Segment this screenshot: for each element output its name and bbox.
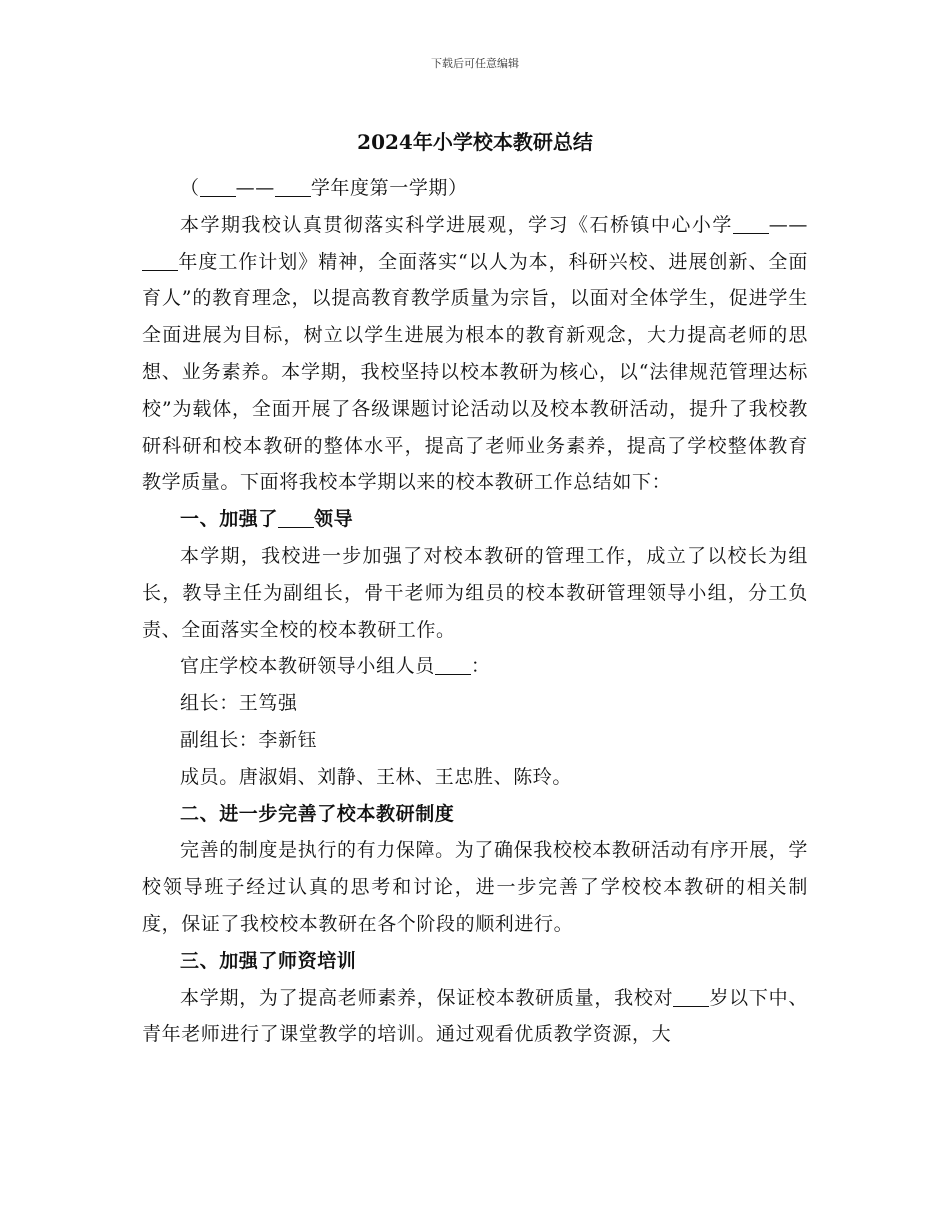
- blank-line: [733, 214, 769, 234]
- section1-body: 本学期，我校进一步加强了对校本教研的管理工作，成立了以校长为组长，教导主任为副组长，骨干老师为组员的校本教研管理领导小组，分工负责、全面落实全校的校本教研工作。: [142, 544, 808, 641]
- document-body: [142, 170, 808, 1053]
- intro-part1: 本学期我校认真贯彻落实科学进展观，学习《石桥镇中心小学: [180, 213, 733, 236]
- blank-line: [278, 508, 314, 528]
- blank-line: [275, 177, 311, 197]
- section1-vice-leader: 副组长：李新钰: [180, 728, 318, 751]
- members-label-a: 官庄学校本教研领导小组人员: [180, 655, 435, 678]
- subtitle-open: （: [180, 177, 200, 199]
- section3-body-a: 本学期，为了提高老师素养，保证校本教研质量，我校对: [180, 986, 674, 1009]
- subtitle-dash: ——: [235, 177, 275, 199]
- intro-paragraph: [142, 207, 808, 501]
- blank-line: [142, 251, 178, 271]
- section2-heading: 二、进一步完善了校本教研制度: [180, 802, 455, 825]
- intro-dash: ——: [768, 213, 808, 236]
- section1-heading: [142, 501, 808, 538]
- document-title: 2024年小学校本教研总结: [357, 130, 593, 154]
- section1-members-label: [142, 648, 808, 685]
- header-note: 下载后可任意编辑: [431, 57, 519, 70]
- members-label-b: ：: [470, 655, 491, 678]
- section1-heading-b: 领导: [314, 508, 354, 531]
- section3-heading: 三、加强了师资培训: [180, 949, 357, 972]
- subtitle-text: 学年度第一学期）: [310, 177, 468, 199]
- blank-line: [435, 655, 471, 675]
- section1-heading-a: 一、加强了: [180, 508, 279, 531]
- subtitle: [142, 170, 808, 207]
- section3-body-b: 岁以下中、青年老师进行了课堂教学的培训。通过观看优质教学资源，大: [142, 986, 808, 1046]
- section1-members: 成员。唐淑娟、刘静、王林、王忠胜、陈玲。: [180, 765, 573, 788]
- section1-leader: 组长：王笃强: [180, 692, 298, 715]
- blank-line: [673, 987, 709, 1007]
- blank-line: [200, 177, 236, 197]
- section3-body: [142, 980, 808, 1054]
- intro-part2: 年度工作计划》精神，全面落实“以人为本，科研兴校、进展创新、全面育人”的教育理念，以提高教育教学质量为宗旨，以面对全体学生，促进学生全面进展为目标，树立以学生进展为根本的教育新观念，大力提高老师的思想、业务素养。本学期，我校坚持以校本教研为核心，以“法律规范管理达标校”为载体，全面开展了各级课题讨论活动以及校本教研活动，提升了我校教研科研和校本教研的整体水平，提高了老师业务素养，提高了学校整体教育教学质量。下面将我校本学期以来的校本教研工作总结如下：: [142, 250, 808, 494]
- section2-body: 完善的制度是执行的有力保障。为了确保我校校本教研活动有序开展，学校领导班子经过认真的思考和讨论，进一步完善了学校校本教研的相关制度，保证了我校校本教研在各个阶段的顺利进行。: [142, 839, 808, 935]
